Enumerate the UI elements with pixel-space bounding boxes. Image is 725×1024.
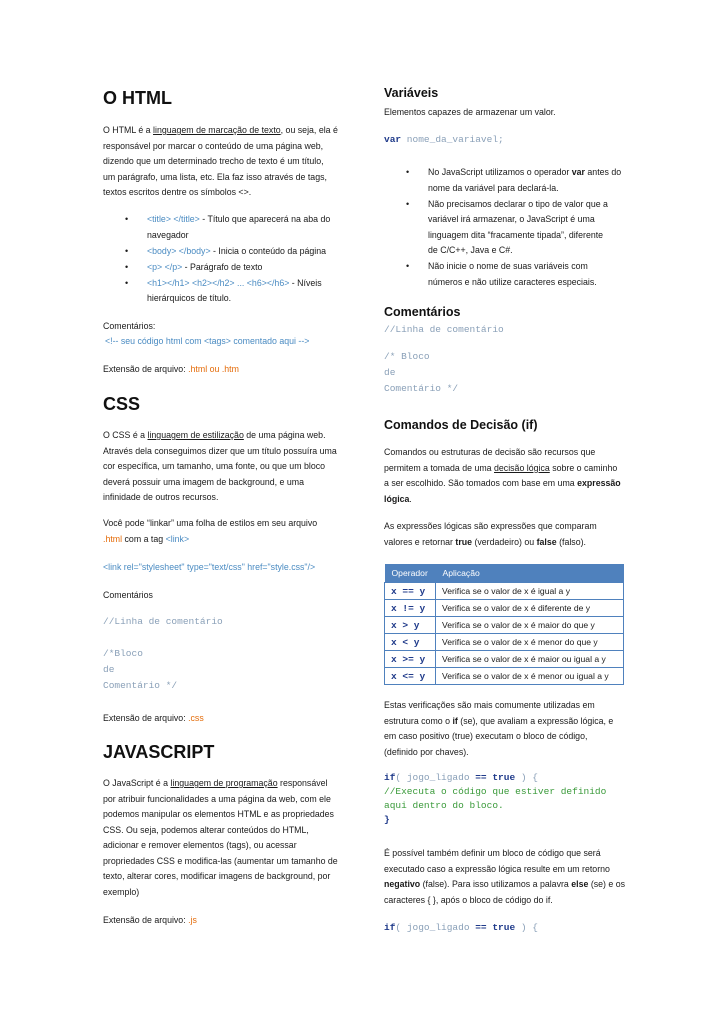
html-title: O HTML: [103, 88, 172, 108]
decision-paragraph-2: As expressões lógicas são expressões que comparam valores e retornar true (verdadeiro) ou false (falso).: [384, 521, 597, 547]
decision-paragraph-3: Estas verificações são mais comumente utilizadas em estrutura como o if (se), que avaliam a expressão lógica, e em caso positivo (true) executam o bloco de código, (definido por chaves).: [384, 700, 614, 757]
vars-title: Variáveis: [384, 86, 439, 100]
css-link-code: <link rel="stylesheet" type="text/css" href="style.css"/>: [103, 562, 316, 572]
if-else-code-block: if( jogo_ligado == true ) {: [384, 922, 538, 933]
css-intro: O CSS é a linguagem de estilização de uma página web. Através dela conseguimos dizer que um título possuíra uma cor específica, um tamanho, uma fonte, ou que um bloco deverá possuir uma imagem de background, e uma infinidade de outros recursos.: [103, 430, 337, 502]
logic-decision-link: decisão lógica: [494, 462, 550, 473]
decision-paragraph-4: É possível também definir um bloco de código que será executado caso a expressão lógica resulte em um retorno negativo (false). Para isso utilizamos a palavra else (se) e os caracteres { }, após o bloco de código do if.: [384, 848, 626, 905]
vars-description: Elementos capazes de armazenar um valor.: [384, 107, 556, 117]
js-comment-line: //Linha de comentário: [384, 324, 504, 335]
css-comments-label: Comentários: [103, 590, 153, 600]
css-extension: Extensão de arquivo: .css: [103, 713, 204, 723]
decision-title: Comandos de Decisão (if): [384, 418, 538, 432]
css-definition-link: linguagem de estilização: [147, 430, 244, 440]
list-item: • <p> </p> - Parágrafo de texto: [103, 260, 348, 276]
css-comment-block: /*Bloco de Comentário */: [103, 648, 178, 691]
css-comment-line: //Linha de comentário: [103, 616, 223, 627]
table-row: x >= y Verifica se o valor de x é maior ou igual a y: [385, 651, 624, 668]
table-header-operator: Operador: [385, 564, 436, 583]
table-row: x <= y Verifica se o valor de x é menor ou igual a y: [385, 668, 624, 685]
js-comment-block: /* Bloco de Comentário */: [384, 351, 459, 394]
decision-paragraph-1: Comandos ou estruturas de decisão são recursos que permitem a tomada de uma decisão lógica sobre o caminho a ser escolhido. São tomados com base em uma expressão lógica.: [384, 447, 621, 504]
table-row: x != y Verifica se o valor de x é diferente de y: [385, 600, 624, 617]
table-row: x > y Verifica se o valor de x é maior do que y: [385, 617, 624, 634]
html-definition-link: linguagem de marcação de texto: [153, 125, 281, 135]
list-item: • <body> </body> - Inicia o conteúdo da página: [103, 244, 348, 260]
html-extension: Extensão de arquivo: .html ou .htm: [103, 364, 239, 374]
list-item: • <title> </title> - Título que aparecerá na aba do navegador: [103, 212, 348, 243]
if-code-block: if( jogo_ligado == true ) { //Executa o código que estiver definido aqui dentro do bloco. }: [384, 772, 607, 825]
js-comments-title: Comentários: [384, 305, 461, 319]
table-row: x == y Verifica se o valor de x é igual a y: [385, 583, 624, 600]
list-item: • <h1></h1> <h2></h2> ... <h6></h6> - Níveis hierárquicos de título.: [103, 276, 348, 307]
table-header-row: [385, 564, 624, 583]
operators-table: [384, 564, 624, 685]
html-tags-list: [103, 212, 348, 307]
js-definition-link: linguagem de programação: [170, 778, 278, 788]
html-intro: O HTML é a linguagem de marcação de texto, ou seja, ela é responsável por marcar o conteúdo de uma página web, dizendo que um determinado trecho de texto é um título, um parágrafo, uma lista, etc. Ela faz isso através de tags, textos escritos dentre os símbolos <>.: [103, 125, 338, 197]
js-title: JAVASCRIPT: [103, 742, 215, 762]
list-item: • Não precisamos declarar o tipo de valor que a variável irá armazenar, o JavaScript é uma linguagem dita “fracamente tipada”, diferente de C/C++, Java e C#.: [384, 197, 629, 259]
css-link-paragraph: Você pode “linkar” uma folha de estilos em seu arquivo .html com a tag <link>: [103, 518, 318, 544]
html-comments-label: Comentários:: [103, 321, 156, 331]
js-intro: O JavaScript é a linguagem de programação responsável por atribuir funcionalidades a uma página da web, com ele podemos manipular os elementos HTML e as propriedades CSS. Ou seja, podemos alterar conteúdos do HTML, adicionar e remover elementos (tags), ou acessar propriedades CSS e modifica-las (aumentar um tamanho de texto, alterar cores, modificar imagens de background, por exemplo): [103, 778, 338, 897]
html-comment-code: <!-- seu código html com <tags> comentado aqui -->: [105, 336, 310, 346]
list-item: • No JavaScript utilizamos o operador var antes do nome da variável para declará-la.: [384, 165, 629, 196]
list-item: • Não inicie o nome de suas variáveis com números e não utilize caracteres especiais.: [384, 259, 629, 290]
vars-notes-list: [384, 165, 629, 291]
table-header-application: Aplicação: [436, 564, 624, 583]
js-extension: Extensão de arquivo: .js: [103, 915, 197, 925]
table-row: x < y Verifica se o valor de x é menor do que y: [385, 634, 624, 651]
vars-code: var nome_da_variavel;: [384, 134, 504, 145]
css-title: CSS: [103, 394, 141, 414]
